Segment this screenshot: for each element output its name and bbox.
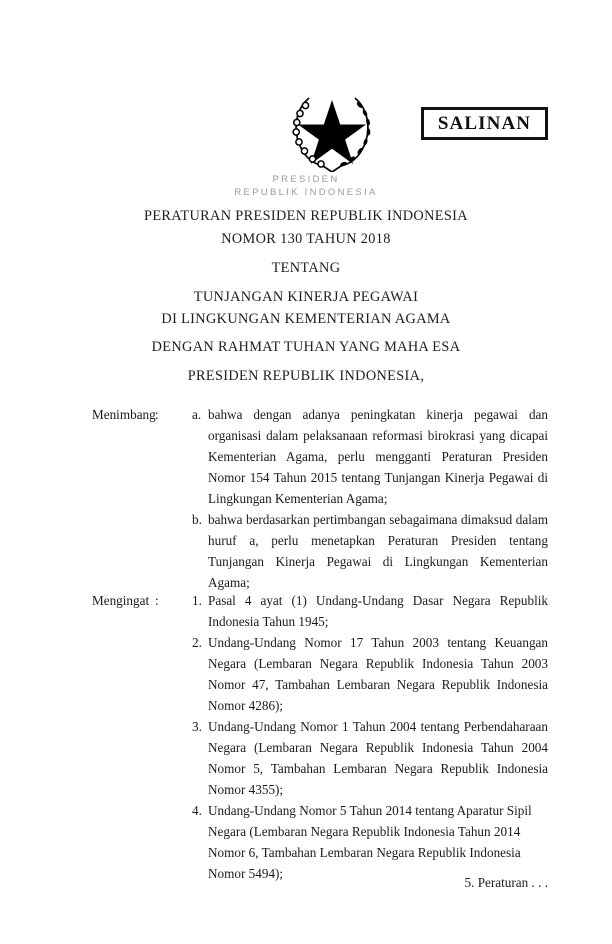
salinan-stamp-label: SALINAN — [437, 113, 532, 134]
list-item-marker: b. — [192, 512, 202, 527]
list-item-marker: a. — [192, 407, 202, 422]
list-item-marker: 2. — [192, 635, 202, 650]
list-item — [192, 632, 548, 716]
list-item-text: bahwa berdasarkan pertimbangan sebagaimana dimaksud dalam huruf a, perlu menetapkan Peraturan Presiden tentang Tunjangan Kinerja Pegawai di Lingkungan Kementerian Agama; — [208, 512, 548, 590]
emblem-caption-line-2: REPUBLIK INDONESIA — [234, 186, 378, 198]
list-item-marker: 3. — [192, 719, 202, 734]
regulation-heading: PERATURAN PRESIDEN REPUBLIK INDONESIA — [144, 208, 468, 224]
list-item-text: bahwa dengan adanya peningkatan kinerja pegawai dan organisasi dalam pelaksanaan reformasi birokrasi yang dicapai Kementerian Agama, perlu mengganti Peraturan Presiden Nomor 154 Tahun 2015 tentang Tunjangan Kinerja Pegawai di Lingkungan Kementerian Agama; — [208, 407, 548, 506]
list-item-text: Undang-Undang Nomor 1 Tahun 2004 tentang Perbendaharaan Negara (Lembaran Negara Republik Indonesia Tahun 2004 Nomor 5, Tambahan Lembaran Negara Republik Indonesia Nomor 4355); — [208, 719, 548, 797]
emblem-caption-line-1: PRESIDEN — [272, 174, 340, 185]
emblem-caption — [0, 174, 612, 199]
subject-line-1: TUNJANGAN KINERJA PEGAWAI — [193, 289, 419, 305]
list-item — [192, 404, 548, 509]
list-item-marker: 4. — [192, 803, 202, 818]
presidential-star-wreath-emblem — [286, 84, 378, 172]
list-item — [192, 590, 548, 632]
list-item-text: Undang-Undang Nomor 5 Tahun 2014 tentang Aparatur Sipil Negara (Lembaran Negara Republik Indonesia Tahun 2014 Nomor 6, Tambahan Lembaran Negara Republik Indonesia Nomor 5494); — [208, 803, 532, 881]
list-item-text: Pasal 4 ayat (1) Undang-Undang Dasar Negara Republik Indonesia Tahun 1945; — [208, 593, 548, 629]
about-label: TENTANG — [271, 260, 341, 276]
issuing-authority: PRESIDEN REPUBLIK INDONESIA, — [187, 368, 425, 384]
considerations-list — [192, 404, 548, 593]
salinan-stamp — [421, 107, 548, 140]
legal-basis-list — [192, 590, 548, 884]
list-item — [192, 509, 548, 593]
list-item — [192, 716, 548, 800]
invocation-line: DENGAN RAHMAT TUHAN YANG MAHA ESA — [151, 339, 461, 355]
legal-basis-colon: : — [155, 593, 159, 608]
legal-basis-label: Mengingat — [92, 593, 150, 608]
considerations-label: Menimbang — [92, 407, 156, 422]
list-item-marker: 1. — [192, 593, 202, 608]
regulation-number: NOMOR 130 TAHUN 2018 — [221, 231, 391, 247]
subject-line-2: DI LINGKUNGAN KEMENTERIAN AGAMA — [161, 311, 451, 327]
list-item-text: Undang-Undang Nomor 17 Tahun 2003 tentang Keuangan Negara (Lembaran Negara Republik Indonesia Tahun 2003 Nomor 47, Tambahan Lembaran Negara Republik Indonesia Nomor 4286); — [208, 635, 548, 713]
page-continuation-note: 5. Peraturan . . . — [464, 875, 548, 890]
considerations-colon: : — [155, 407, 159, 422]
